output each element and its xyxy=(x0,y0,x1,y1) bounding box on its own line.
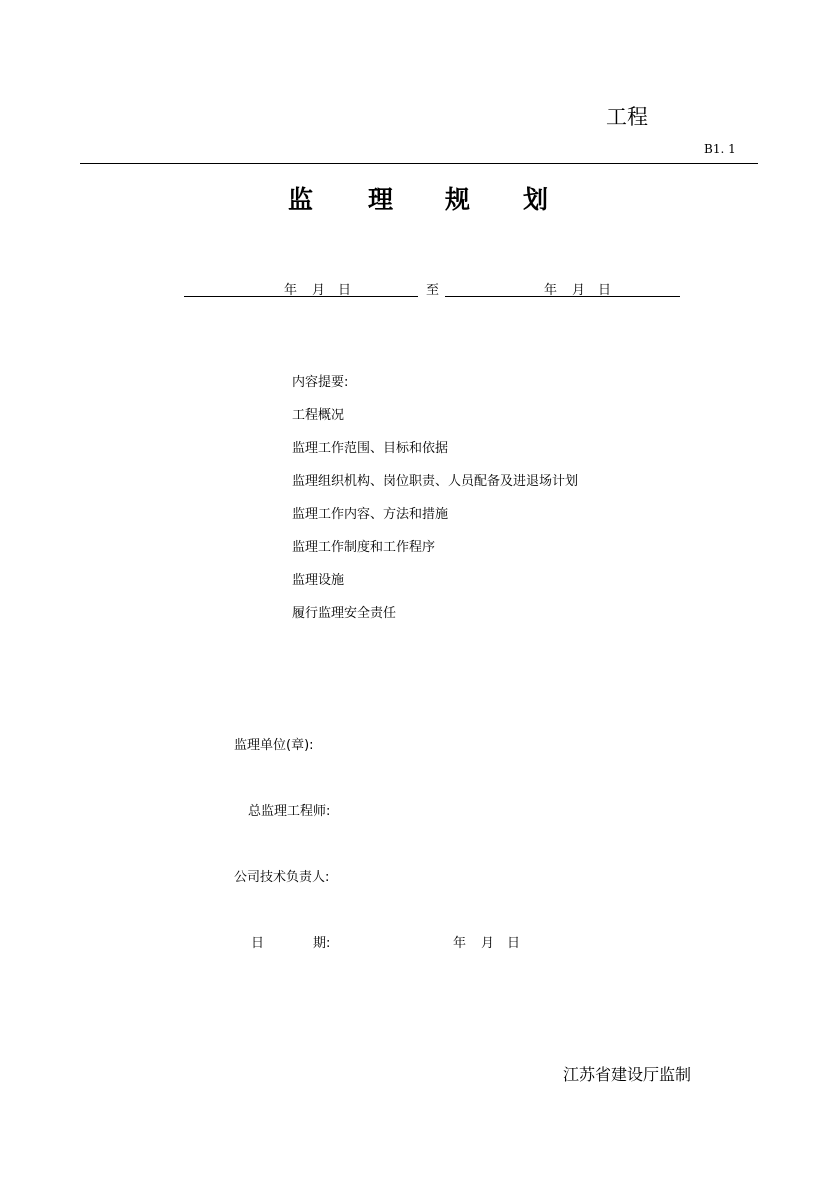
contents-item: 监理工作内容、方法和措施 xyxy=(292,507,449,522)
start-date-line xyxy=(184,296,418,297)
date-year-label: 年 xyxy=(453,936,467,951)
issuer-footer: 江苏省建设厅监制 xyxy=(563,1065,692,1084)
contents-heading: 内容提要: xyxy=(292,375,349,390)
contents-item: 监理工作制度和工作程序 xyxy=(292,540,436,555)
start-year-label: 年 xyxy=(284,283,298,298)
chief-engineer-label: 总监理工程师: xyxy=(248,804,331,819)
title-char: 监 xyxy=(288,185,314,214)
tech-lead-label: 公司技术负责人: xyxy=(234,870,330,885)
date-label-part1: 日 xyxy=(251,936,265,951)
supervision-unit-label: 监理单位(章): xyxy=(234,738,314,753)
start-month-label: 月 xyxy=(312,283,326,298)
contents-item: 工程概况 xyxy=(292,408,345,423)
header-rule xyxy=(80,163,758,164)
contents-item: 监理设施 xyxy=(292,573,345,588)
end-year-label: 年 xyxy=(544,283,558,298)
contents-item: 履行监理安全责任 xyxy=(292,606,397,621)
title-char: 规 xyxy=(445,185,471,214)
end-date-line xyxy=(445,296,680,297)
contents-item: 监理组织机构、岗位职责、人员配备及进退场计划 xyxy=(292,474,579,489)
end-day-label: 日 xyxy=(598,283,612,298)
end-month-label: 月 xyxy=(572,283,586,298)
title-char: 理 xyxy=(368,185,394,214)
contents-item: 监理工作范围、目标和依据 xyxy=(292,441,449,456)
title-char: 划 xyxy=(523,185,549,214)
date-month-label: 月 xyxy=(481,936,495,951)
period-separator: 至 xyxy=(426,283,440,298)
project-title: 工程 xyxy=(606,105,648,129)
start-day-label: 日 xyxy=(338,283,352,298)
form-code: B1. 1 xyxy=(704,142,736,156)
date-label-part2: 期: xyxy=(313,936,331,951)
date-day-label: 日 xyxy=(507,936,521,951)
